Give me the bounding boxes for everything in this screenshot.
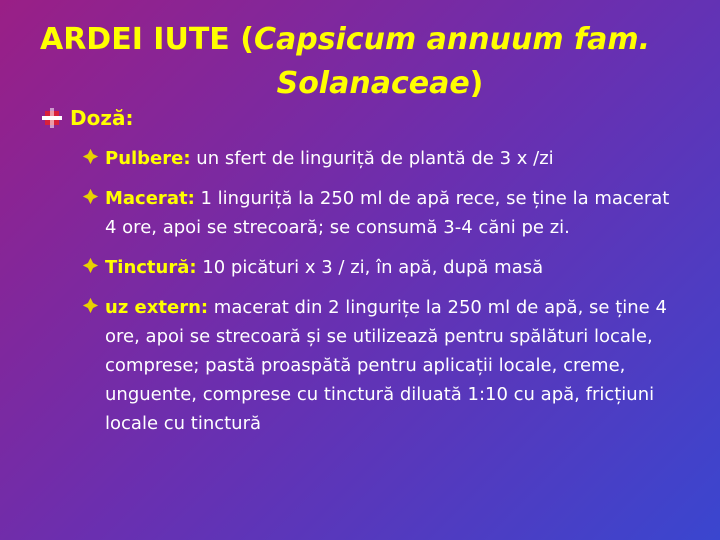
item-label: Pulbere: [105, 148, 191, 169]
list-item [80, 253, 680, 282]
diamond-bullet-icon [80, 148, 101, 165]
red-square-bullet-icon [42, 108, 62, 128]
item-label: Tinctură: [105, 257, 197, 278]
item-text [105, 293, 680, 438]
title-part1: ARDEI IUTE ( [39, 22, 254, 57]
diamond-bullet-icon [80, 257, 101, 274]
section-heading-label: Doză: [70, 106, 134, 130]
title-italic2: Solanaceae [276, 66, 470, 101]
title-line-2 [40, 62, 720, 106]
item-label: uz extern: [105, 297, 209, 318]
list-item [80, 144, 680, 173]
diamond-bullet-icon [80, 188, 101, 205]
section-heading [42, 106, 133, 130]
item-label: Macerat: [105, 188, 195, 209]
list-item [80, 184, 680, 242]
item-text [105, 184, 680, 242]
diamond-bullet-icon [80, 297, 101, 314]
slide-title [0, 18, 720, 106]
item-text [105, 144, 554, 173]
title-close: ) [469, 66, 484, 101]
item-body: 10 picături x 3 / zi, în apă, după masă [196, 257, 544, 278]
item-body: macerat din 2 lingurițe la 250 ml de apă, se ține 4 ore, apoi se strecoară și se utilizează pentru spălături locale, comprese; pastă proaspătă pentru aplicații locale, creme, unguente, comprese cu tinctură diluată 1:10 cu apă, fricțiuni locale cu tinctură [105, 297, 667, 434]
title-line-1 [0, 18, 720, 62]
title-italic1: Capsicum annuum fam. [253, 22, 651, 57]
item-body: un sfert de linguriță de plantă de 3 x /zi [190, 148, 554, 169]
list-item [80, 293, 680, 438]
item-text [105, 253, 543, 282]
dosage-list [80, 144, 680, 449]
item-body: 1 linguriță la 250 ml de apă rece, se ține la macerat 4 ore, apoi se strecoară; se consumă 3-4 căni pe zi. [105, 188, 670, 238]
